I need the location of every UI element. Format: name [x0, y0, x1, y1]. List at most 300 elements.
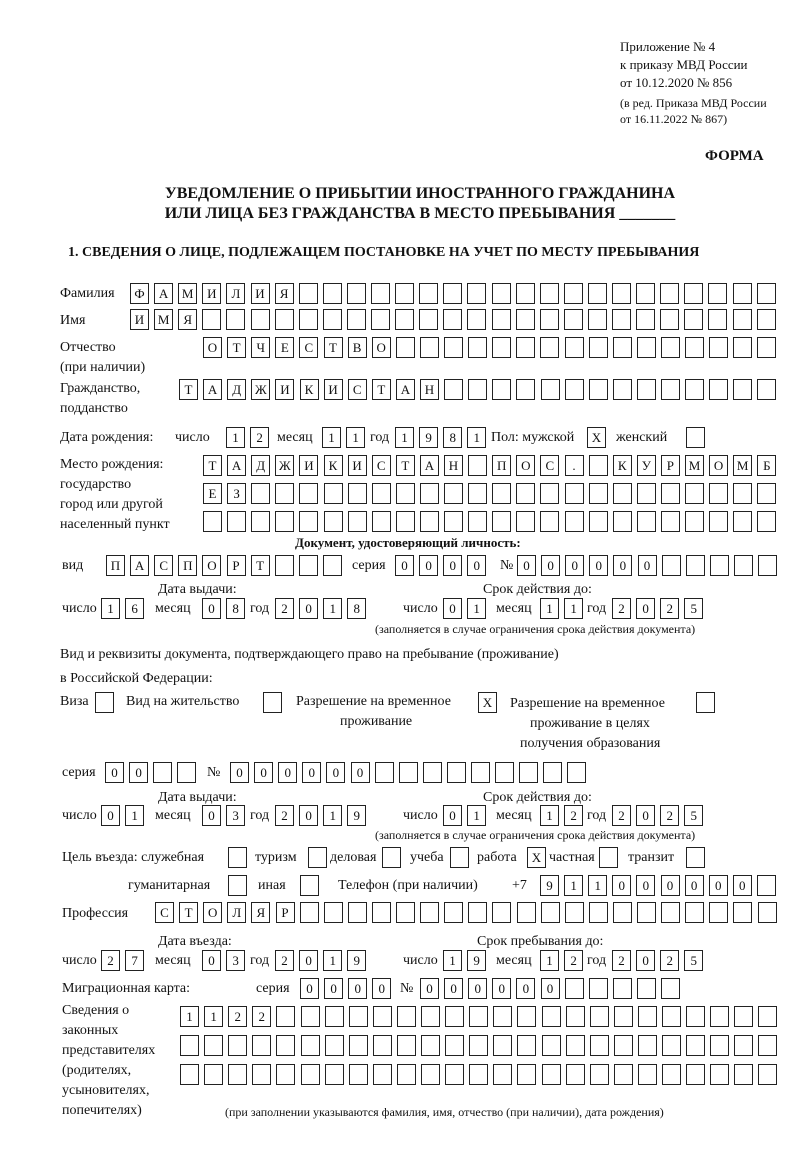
char-cell[interactable]	[684, 283, 703, 304]
char-cell[interactable]	[420, 902, 439, 923]
char-cell[interactable]: 1	[322, 427, 341, 448]
char-cell[interactable]: 0	[302, 762, 321, 783]
char-cell[interactable]	[710, 1064, 729, 1085]
char-cell[interactable]	[396, 483, 415, 504]
char-cell[interactable]	[348, 483, 367, 504]
char-cell[interactable]	[734, 1035, 753, 1056]
char-cell[interactable]: П	[106, 555, 125, 576]
char-cell[interactable]: Я	[251, 902, 270, 923]
char-cell[interactable]: 0	[326, 762, 345, 783]
char-cell[interactable]	[710, 555, 729, 576]
char-cell[interactable]	[399, 762, 418, 783]
char-cell[interactable]	[662, 555, 681, 576]
char-cell[interactable]	[252, 1035, 271, 1056]
char-cell[interactable]	[323, 555, 342, 576]
char-cell[interactable]: Л	[227, 902, 246, 923]
char-cell[interactable]	[757, 379, 776, 400]
char-cell[interactable]: О	[203, 902, 222, 923]
char-cell[interactable]: Т	[251, 555, 270, 576]
char-cell[interactable]	[492, 283, 511, 304]
char-cell[interactable]	[492, 483, 511, 504]
char-cell[interactable]: 0	[299, 950, 318, 971]
checkbox-cell[interactable]	[686, 847, 705, 868]
char-cell[interactable]: И	[348, 455, 367, 476]
char-cell[interactable]	[612, 283, 631, 304]
char-cell[interactable]	[636, 283, 655, 304]
char-cell[interactable]	[396, 337, 415, 358]
char-cell[interactable]: Т	[372, 379, 391, 400]
char-cell[interactable]: Р	[227, 555, 246, 576]
checkbox-cell[interactable]	[95, 692, 114, 713]
char-cell[interactable]	[733, 309, 752, 330]
char-cell[interactable]: С	[348, 379, 367, 400]
char-cell[interactable]	[516, 283, 535, 304]
char-cell[interactable]: М	[154, 309, 173, 330]
char-cell[interactable]: Ч	[251, 337, 270, 358]
char-cell[interactable]	[420, 337, 439, 358]
char-cell[interactable]	[419, 309, 438, 330]
char-cell[interactable]	[517, 1035, 536, 1056]
char-cell[interactable]: 0	[278, 762, 297, 783]
char-cell[interactable]	[251, 309, 270, 330]
char-cell[interactable]	[734, 555, 753, 576]
char-cell[interactable]	[542, 1035, 561, 1056]
char-cell[interactable]	[420, 511, 439, 532]
char-cell[interactable]: 0	[129, 762, 148, 783]
char-cell[interactable]	[372, 902, 391, 923]
char-cell[interactable]: 0	[636, 598, 655, 619]
char-cell[interactable]	[565, 379, 584, 400]
char-cell[interactable]	[564, 309, 583, 330]
char-cell[interactable]	[301, 1006, 320, 1027]
char-cell[interactable]	[516, 309, 535, 330]
char-cell[interactable]	[276, 1006, 295, 1027]
char-cell[interactable]: А	[154, 283, 173, 304]
char-cell[interactable]: 0	[230, 762, 249, 783]
char-cell[interactable]	[375, 762, 394, 783]
char-cell[interactable]	[758, 1035, 777, 1056]
char-cell[interactable]	[757, 483, 776, 504]
char-cell[interactable]: 2	[660, 950, 679, 971]
char-cell[interactable]	[709, 379, 728, 400]
char-cell[interactable]: 0	[733, 875, 752, 896]
char-cell[interactable]	[516, 379, 535, 400]
char-cell[interactable]: 5	[684, 805, 703, 826]
char-cell[interactable]	[613, 511, 632, 532]
char-cell[interactable]: 2	[275, 950, 294, 971]
char-cell[interactable]	[565, 483, 584, 504]
char-cell[interactable]	[709, 902, 728, 923]
char-cell[interactable]	[299, 283, 318, 304]
char-cell[interactable]	[662, 1006, 681, 1027]
char-cell[interactable]	[662, 1035, 681, 1056]
char-cell[interactable]	[469, 1064, 488, 1085]
char-cell[interactable]: 0	[638, 555, 657, 576]
char-cell[interactable]: Р	[276, 902, 295, 923]
char-cell[interactable]	[275, 483, 294, 504]
char-cell[interactable]	[226, 309, 245, 330]
char-cell[interactable]	[421, 1035, 440, 1056]
char-cell[interactable]: 0	[419, 555, 438, 576]
char-cell[interactable]: Л	[226, 283, 245, 304]
char-cell[interactable]	[686, 555, 705, 576]
char-cell[interactable]	[733, 337, 752, 358]
checkbox-cell[interactable]	[228, 847, 247, 868]
char-cell[interactable]	[541, 379, 560, 400]
checkbox-cell[interactable]	[599, 847, 618, 868]
char-cell[interactable]	[397, 1064, 416, 1085]
char-cell[interactable]: 1	[467, 805, 486, 826]
char-cell[interactable]	[685, 337, 704, 358]
char-cell[interactable]	[757, 309, 776, 330]
char-cell[interactable]	[637, 337, 656, 358]
char-cell[interactable]: Ф	[130, 283, 149, 304]
char-cell[interactable]	[543, 762, 562, 783]
char-cell[interactable]	[684, 309, 703, 330]
char-cell[interactable]	[757, 511, 776, 532]
char-cell[interactable]	[468, 902, 487, 923]
char-cell[interactable]: 5	[684, 598, 703, 619]
char-cell[interactable]	[519, 762, 538, 783]
char-cell[interactable]	[372, 511, 391, 532]
char-cell[interactable]	[228, 1035, 247, 1056]
char-cell[interactable]: Т	[179, 902, 198, 923]
char-cell[interactable]	[637, 902, 656, 923]
char-cell[interactable]: 0	[348, 978, 367, 999]
char-cell[interactable]	[492, 511, 511, 532]
char-cell[interactable]	[349, 1035, 368, 1056]
char-cell[interactable]	[421, 1064, 440, 1085]
char-cell[interactable]	[661, 379, 680, 400]
char-cell[interactable]: 1	[564, 598, 583, 619]
char-cell[interactable]	[324, 483, 343, 504]
char-cell[interactable]: И	[324, 379, 343, 400]
char-cell[interactable]: 0	[351, 762, 370, 783]
char-cell[interactable]: 2	[228, 1006, 247, 1027]
char-cell[interactable]	[589, 455, 608, 476]
char-cell[interactable]: 0	[541, 978, 560, 999]
char-cell[interactable]	[661, 337, 680, 358]
char-cell[interactable]	[493, 1064, 512, 1085]
char-cell[interactable]: О	[202, 555, 221, 576]
char-cell[interactable]	[202, 309, 221, 330]
char-cell[interactable]: А	[396, 379, 415, 400]
char-cell[interactable]	[637, 483, 656, 504]
char-cell[interactable]	[734, 1064, 753, 1085]
checkbox-cell[interactable]	[450, 847, 469, 868]
char-cell[interactable]: 0	[636, 875, 655, 896]
char-cell[interactable]: К	[613, 455, 632, 476]
char-cell[interactable]	[516, 337, 535, 358]
char-cell[interactable]: 1	[540, 805, 559, 826]
char-cell[interactable]: 0	[202, 950, 221, 971]
char-cell[interactable]: 7	[125, 950, 144, 971]
char-cell[interactable]	[395, 309, 414, 330]
char-cell[interactable]	[565, 511, 584, 532]
char-cell[interactable]: 0	[299, 805, 318, 826]
char-cell[interactable]	[228, 1064, 247, 1085]
char-cell[interactable]	[180, 1064, 199, 1085]
char-cell[interactable]: Я	[178, 309, 197, 330]
char-cell[interactable]: О	[203, 337, 222, 358]
char-cell[interactable]	[420, 483, 439, 504]
char-cell[interactable]	[637, 511, 656, 532]
char-cell[interactable]	[276, 1035, 295, 1056]
char-cell[interactable]: 1	[180, 1006, 199, 1027]
char-cell[interactable]: 9	[347, 805, 366, 826]
char-cell[interactable]	[325, 1064, 344, 1085]
char-cell[interactable]: 0	[685, 875, 704, 896]
char-cell[interactable]: Ж	[275, 455, 294, 476]
char-cell[interactable]: 0	[492, 978, 511, 999]
char-cell[interactable]: Т	[179, 379, 198, 400]
char-cell[interactable]	[733, 379, 752, 400]
char-cell[interactable]: 1	[467, 427, 486, 448]
char-cell[interactable]	[323, 283, 342, 304]
char-cell[interactable]: 0	[254, 762, 273, 783]
char-cell[interactable]	[492, 337, 511, 358]
checkbox-cell[interactable]: X	[478, 692, 497, 713]
char-cell[interactable]	[517, 1006, 536, 1027]
char-cell[interactable]: Т	[396, 455, 415, 476]
char-cell[interactable]	[348, 902, 367, 923]
char-cell[interactable]: С	[154, 555, 173, 576]
char-cell[interactable]: 0	[443, 805, 462, 826]
char-cell[interactable]: 2	[612, 805, 631, 826]
char-cell[interactable]	[495, 762, 514, 783]
char-cell[interactable]: 0	[443, 598, 462, 619]
char-cell[interactable]	[204, 1035, 223, 1056]
char-cell[interactable]	[590, 1035, 609, 1056]
char-cell[interactable]: 1	[323, 598, 342, 619]
char-cell[interactable]: 1	[323, 950, 342, 971]
char-cell[interactable]	[588, 309, 607, 330]
char-cell[interactable]	[614, 1064, 633, 1085]
char-cell[interactable]	[444, 337, 463, 358]
char-cell[interactable]	[299, 555, 318, 576]
char-cell[interactable]	[589, 511, 608, 532]
char-cell[interactable]: .	[565, 455, 584, 476]
char-cell[interactable]: 2	[275, 598, 294, 619]
char-cell[interactable]: 8	[443, 427, 462, 448]
char-cell[interactable]	[276, 1064, 295, 1085]
char-cell[interactable]: У	[637, 455, 656, 476]
char-cell[interactable]	[589, 902, 608, 923]
char-cell[interactable]	[709, 483, 728, 504]
char-cell[interactable]	[565, 337, 584, 358]
checkbox-cell[interactable]	[228, 875, 247, 896]
char-cell[interactable]	[590, 1064, 609, 1085]
char-cell[interactable]	[324, 902, 343, 923]
char-cell[interactable]	[589, 483, 608, 504]
char-cell[interactable]: 0	[517, 555, 536, 576]
char-cell[interactable]	[180, 1035, 199, 1056]
char-cell[interactable]: 1	[540, 598, 559, 619]
char-cell[interactable]: 0	[101, 805, 120, 826]
char-cell[interactable]	[566, 1035, 585, 1056]
char-cell[interactable]: 2	[612, 598, 631, 619]
char-cell[interactable]	[275, 309, 294, 330]
char-cell[interactable]	[444, 511, 463, 532]
char-cell[interactable]	[613, 337, 632, 358]
char-cell[interactable]	[372, 483, 391, 504]
char-cell[interactable]: 2	[564, 950, 583, 971]
char-cell[interactable]	[469, 1006, 488, 1027]
char-cell[interactable]	[661, 511, 680, 532]
char-cell[interactable]	[397, 1006, 416, 1027]
char-cell[interactable]: И	[275, 379, 294, 400]
char-cell[interactable]	[325, 1035, 344, 1056]
char-cell[interactable]: 5	[684, 950, 703, 971]
char-cell[interactable]: М	[733, 455, 752, 476]
char-cell[interactable]	[445, 1064, 464, 1085]
char-cell[interactable]: М	[178, 283, 197, 304]
char-cell[interactable]: И	[202, 283, 221, 304]
char-cell[interactable]	[660, 283, 679, 304]
char-cell[interactable]: 0	[105, 762, 124, 783]
char-cell[interactable]: 0	[661, 875, 680, 896]
char-cell[interactable]: Б	[757, 455, 776, 476]
char-cell[interactable]: 2	[612, 950, 631, 971]
char-cell[interactable]	[757, 875, 776, 896]
char-cell[interactable]	[540, 337, 559, 358]
char-cell[interactable]: 0	[300, 978, 319, 999]
char-cell[interactable]	[757, 337, 776, 358]
char-cell[interactable]	[371, 309, 390, 330]
char-cell[interactable]: 9	[347, 950, 366, 971]
char-cell[interactable]	[444, 483, 463, 504]
char-cell[interactable]: 1	[226, 427, 245, 448]
char-cell[interactable]	[325, 1006, 344, 1027]
char-cell[interactable]: Е	[275, 337, 294, 358]
char-cell[interactable]: 0	[420, 978, 439, 999]
char-cell[interactable]: Д	[227, 379, 246, 400]
char-cell[interactable]	[492, 309, 511, 330]
char-cell[interactable]	[734, 1006, 753, 1027]
char-cell[interactable]	[324, 511, 343, 532]
char-cell[interactable]	[637, 978, 656, 999]
char-cell[interactable]	[758, 1064, 777, 1085]
char-cell[interactable]	[565, 902, 584, 923]
checkbox-cell[interactable]	[686, 427, 705, 448]
char-cell[interactable]	[661, 978, 680, 999]
char-cell[interactable]	[686, 1064, 705, 1085]
char-cell[interactable]	[468, 379, 487, 400]
char-cell[interactable]: 2	[660, 805, 679, 826]
char-cell[interactable]: 9	[419, 427, 438, 448]
char-cell[interactable]: 1	[443, 950, 462, 971]
char-cell[interactable]	[227, 511, 246, 532]
char-cell[interactable]	[516, 483, 535, 504]
char-cell[interactable]: С	[155, 902, 174, 923]
char-cell[interactable]	[373, 1035, 392, 1056]
char-cell[interactable]: 0	[636, 950, 655, 971]
char-cell[interactable]	[467, 309, 486, 330]
char-cell[interactable]: М	[685, 455, 704, 476]
char-cell[interactable]	[589, 978, 608, 999]
char-cell[interactable]	[493, 1006, 512, 1027]
char-cell[interactable]	[566, 1006, 585, 1027]
char-cell[interactable]: 0	[324, 978, 343, 999]
char-cell[interactable]	[588, 283, 607, 304]
char-cell[interactable]: И	[251, 283, 270, 304]
char-cell[interactable]: 1	[346, 427, 365, 448]
char-cell[interactable]	[347, 309, 366, 330]
char-cell[interactable]	[492, 902, 511, 923]
checkbox-cell[interactable]	[382, 847, 401, 868]
char-cell[interactable]: 0	[709, 875, 728, 896]
char-cell[interactable]	[613, 379, 632, 400]
checkbox-cell[interactable]	[308, 847, 327, 868]
char-cell[interactable]: 2	[275, 805, 294, 826]
char-cell[interactable]	[565, 978, 584, 999]
char-cell[interactable]	[541, 902, 560, 923]
char-cell[interactable]	[251, 483, 270, 504]
char-cell[interactable]	[612, 309, 631, 330]
char-cell[interactable]	[710, 1006, 729, 1027]
char-cell[interactable]	[468, 511, 487, 532]
char-cell[interactable]	[395, 283, 414, 304]
char-cell[interactable]	[419, 283, 438, 304]
char-cell[interactable]: 8	[347, 598, 366, 619]
char-cell[interactable]	[299, 511, 318, 532]
char-cell[interactable]: 2	[101, 950, 120, 971]
char-cell[interactable]	[444, 902, 463, 923]
char-cell[interactable]: С	[372, 455, 391, 476]
char-cell[interactable]	[542, 1064, 561, 1085]
char-cell[interactable]	[396, 902, 415, 923]
char-cell[interactable]	[636, 309, 655, 330]
char-cell[interactable]: 1	[323, 805, 342, 826]
char-cell[interactable]	[516, 511, 535, 532]
char-cell[interactable]: Ж	[251, 379, 270, 400]
char-cell[interactable]	[589, 337, 608, 358]
char-cell[interactable]	[758, 555, 777, 576]
char-cell[interactable]: 1	[540, 950, 559, 971]
char-cell[interactable]: Я	[275, 283, 294, 304]
char-cell[interactable]	[299, 483, 318, 504]
char-cell[interactable]	[373, 1064, 392, 1085]
char-cell[interactable]	[710, 1035, 729, 1056]
char-cell[interactable]	[661, 483, 680, 504]
char-cell[interactable]: 0	[468, 978, 487, 999]
char-cell[interactable]: С	[299, 337, 318, 358]
char-cell[interactable]	[300, 902, 319, 923]
char-cell[interactable]	[758, 902, 777, 923]
char-cell[interactable]	[540, 483, 559, 504]
char-cell[interactable]: 2	[252, 1006, 271, 1027]
char-cell[interactable]	[685, 379, 704, 400]
char-cell[interactable]	[566, 1064, 585, 1085]
char-cell[interactable]	[564, 283, 583, 304]
char-cell[interactable]: 9	[540, 875, 559, 896]
char-cell[interactable]	[517, 902, 536, 923]
char-cell[interactable]: 0	[372, 978, 391, 999]
char-cell[interactable]: 0	[444, 978, 463, 999]
char-cell[interactable]: 3	[226, 950, 245, 971]
char-cell[interactable]: 1	[564, 875, 583, 896]
char-cell[interactable]: 0	[299, 598, 318, 619]
char-cell[interactable]	[444, 379, 463, 400]
char-cell[interactable]: К	[300, 379, 319, 400]
char-cell[interactable]: 1	[101, 598, 120, 619]
char-cell[interactable]	[733, 483, 752, 504]
char-cell[interactable]: О	[372, 337, 391, 358]
char-cell[interactable]	[614, 1035, 633, 1056]
char-cell[interactable]: 2	[660, 598, 679, 619]
checkbox-cell[interactable]: X	[587, 427, 606, 448]
char-cell[interactable]: И	[299, 455, 318, 476]
